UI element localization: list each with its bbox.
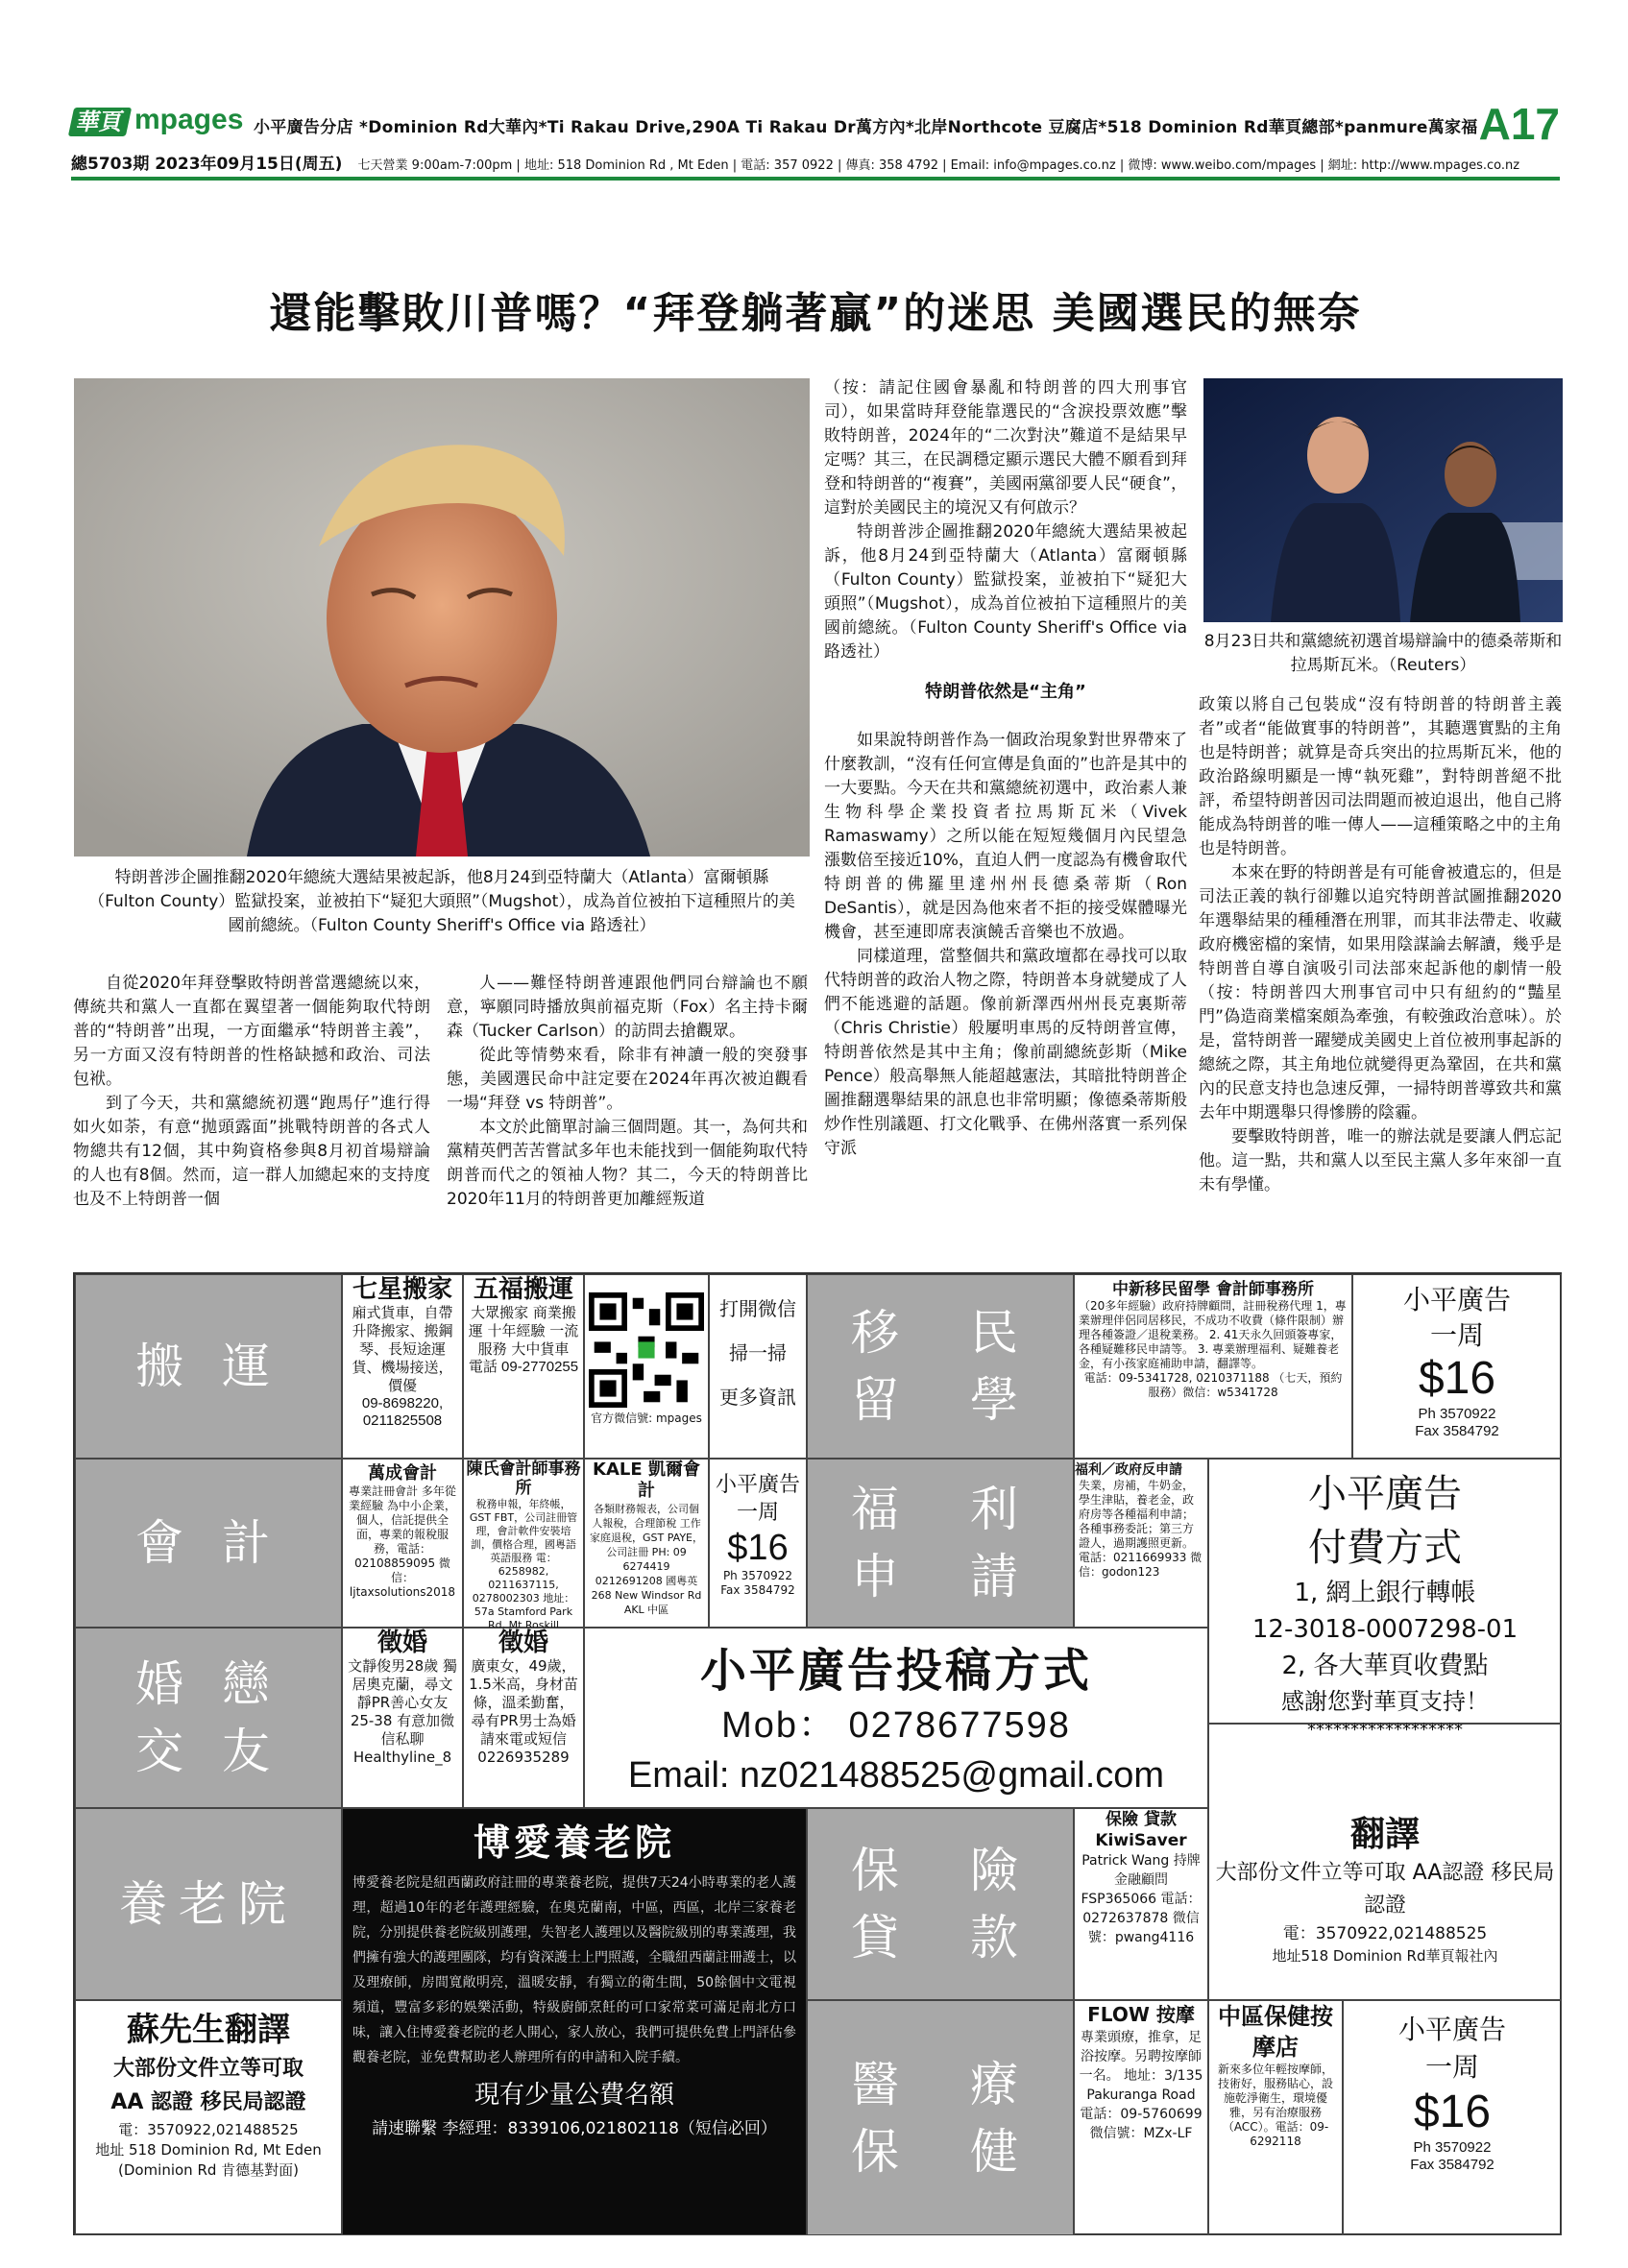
article-column-1 [73,972,430,1212]
paragraph: 特朗普涉企圖推翻2020年總統大選結果被起訴，他8月24到亞特蘭大（Atlanta）富爾頓縣（Fulton County）監獄投案，並被拍下“疑犯大頭照”（Mugshot），成為首位被拍下這種照片的美國前總統。（Fulton County Sheriff's Office via 路透社） [824,522,1187,662]
ad-qixing-moving[interactable]: 七星搬家 廂式貨車，自帶升降搬家、搬鋼琴、長短途運貨、機場接送，價優 09-8698220, 0211825508 [342,1274,463,1459]
paragraph: 從此等情勢來看，除非有神讀一般的突發事態，美國選民命中註定要在2024年再次被迫觀看一場“拜登 vs 特朗普”。 [447,1046,808,1113]
debate-photo [1203,378,1563,622]
ad-wufu-moving[interactable]: 五福搬運 大眾搬家 商業搬運 十年經驗 一流服務 大中貨車 電話 09-2770255 [463,1274,584,1459]
category-dating: 婚 戀 交 友 [75,1628,342,1808]
paragraph: 如果說特朗普作為一個政治現象對世界帶來了什麼教訓，“沒有任何宣傳是負面的”也許是其中的一大要點。今天在共和黨總統初選中，政治素人兼生物科學企業投資者拉馬斯瓦米（Vivek Ramaswamy）之所以能在短短幾個月內民望急漲數倍至接近10%，直迫人們一度認為有機會取代特朗普的佛羅里達州州長德桑蒂斯（Ron DeSantis），就是因為他來者不拒的接受媒體曝光機會，甚至連即席表演饒舌音樂也不放過。 [824,731,1187,942]
ad-wancheng-accounting[interactable]: 萬成會計 專業註冊會計 多年從業經驗 為中小企業，個人，信託提供全面，專業的報稅服務，電話：02108859095 微 信：ljtaxsolutions2018 [342,1459,463,1628]
article-column-2 [447,972,808,1212]
ad-payment-methods[interactable]: 小平廣告 付費方式 1, 網上銀行轉帳 12-3018-0007298-01 2, 各大華頁收費點 感謝您對華頁支持！ ****************** [1208,1459,1562,1724]
category-aged-care: 養老院 [75,1808,342,2000]
contact-info: 七天營業 9:00am-7:00pm | 地址: 518 Dominion Rd , Mt Eden | 電話: 357 0922 | 傳真: 358 4792 | Email: info@mpages.co.nz | 微博: www.weibo.com/mpages | 網址: http://www.mpages.co.nz [357,158,1520,173]
article-headline: 還能擊敗川普嗎？“拜登躺著贏”的迷思 美國選民的無奈 [269,289,1362,338]
page-number: A17 [1478,99,1560,149]
ad-xiaoping-weekly-3[interactable]: 小平廣告 一周 $16 Ph 3570922 Fax 3584792 [1343,2000,1562,2235]
branch-list: 小平廣告分店 *Dominion Rd大華內*Ti Rakau Drive,290A Ti Rakau Dr萬方內*北岸Northcote 豆腐店*518 Dominion Rd華頁總部*panmure萬家福 [254,118,1478,137]
wechat-qr-block[interactable]: 官方微信號: mpages [584,1274,709,1459]
category-welfare: 福 利 申 請 [807,1459,1074,1628]
ad-xiaoping-weekly-1[interactable]: 小平廣告 一周 $16 Ph 3570922 Fax 3584792 [1352,1274,1562,1459]
paragraph: 自從2020年拜登擊敗特朗普當選總統以來，傳統共和黨人一直都在翼望著一個能夠取代特朗普的“特朗普”出現，一方面繼承“特朗普主義”，另一方面又沒有特朗普的性格缺撼和政治、司法包袱。 [73,974,430,1089]
paragraph: 人——難怪特朗普連跟他們同台辯論也不願意，寧願同時播放與前福克斯（Fox）名主持卡爾森（Tucker Carlson）的訪問去搶觀眾。 [447,974,808,1041]
header-info [71,150,1519,174]
category-medical: 醫 療 保 健 [807,2000,1074,2235]
ad-central-massage[interactable]: 中區保健按摩店 新來多位年輕按摩師，技術好，服務貼心，設施乾淨衛生，環境優雅，另有治療服務（ACC）。電話：09-6292118 [1208,2000,1343,2235]
article-column-4 [1199,693,1562,1197]
ad-zhongxin-immigration[interactable]: 中新移民留學 會計師事務所 （20多年經驗）政府持牌顧問，註冊稅務代理 1，專業辦理伴侶同居移民，不成功不收費（條件限制）辦理各種簽證／退稅業務。 2. 41天永久回頭簽專家，各種疑難移民申請等。 3. 專業辦理福利、疑難養老金，有小孩家庭補助申請，翻譯等。 電話：09-5341728, 0210371188 （七天，預約服務）微信：w5341728 [1074,1274,1352,1459]
ad-flow-massage[interactable]: FLOW 按摩 專業頭療，推拿，足浴按摩。另聘按摩師一名。 地址：3/135 Pakuranga Road 電話：09-5760699 微信號：MZx-LF [1074,2000,1208,2235]
category-immigration: 移 民 留 學 [807,1274,1074,1459]
ad-translation-huaye[interactable]: 翻譯 大部份文件立等可取 AA認證 移民局認證 電：3570922,021488525 地址518 Dominion Rd華頁報社內 [1208,1724,1562,2000]
wechat-scan-text: 打開微信 掃一掃 更多資訊 [709,1274,807,1459]
paragraph: 要擊敗特朗普，唯一的辦法就是要讓人們忘記他。這一點，共和黨人以至民主黨人多年來卻一直未有學懂。 [1199,1127,1562,1194]
ad-submission-methods[interactable]: 小平廣告投稿方式 Mob： 0278677598 Email: nz021488525@gmail.com [584,1628,1208,1808]
paragraph: 政策以將自己包裝成“沒有特朗普的特朗普主義者”或者“能做實事的特朗普”，其聽選實點的主角也是特朗普；就算是奇兵突出的拉馬斯瓦米，他的政治路線明顯是一博“執死雞”，對特朗普絕不批評，希望特朗普因司法問題而被迫退出，他自己將能成為特朗普的唯一傳人——這種策略之中的主角也是特朗普。 [1199,695,1562,858]
photo2-caption: 8月23日共和黨總統初選首場辯論中的德桑蒂斯和拉馬斯瓦米。（Reuters） [1203,632,1563,675]
paragraph: 同樣道理，當整個共和黨政壇都在尋找可以取代特朗普的政治人物之際，特朗普本身就變成了人們不能逃避的話題。像前新澤西州州長克裏斯蒂（Chris Christie）般屢明車馬的反特朗普宣傳，特朗普依然是其中主角；像前副總統彭斯（Mike Pence）般高舉無人能超越憲法，其暗批特朗普企圖推翻選舉結果的訊息也非常明顯；像德桑蒂斯般炒作性別議題、打文化戰爭、在佛州落實一系列保守派 [824,947,1187,1158]
mugshot-photo [74,378,810,857]
mpages-logo[interactable] [71,104,263,142]
header-divider [71,177,1560,181]
paragraph: （按：請記住國會暴亂和特朗普的四大刑事官司），如果當時拜登能靠選民的“含淚投票效應”擊敗特朗普，2024年的“二次對決”難道不是結果早定嗎？其三，在民調穩定顯示選民大體不願看到拜登和特朗普的“複賽”，美國兩黨卻要人民“硬食”，這對於美國民主的境況又有何啟示？ [824,378,1187,518]
article-column-3 [824,376,1187,1161]
ad-chen-accounting[interactable]: 陳氏會計師事務所 稅務申報，年終帳，GST FBT，公司註冊管理，會計軟件安裝培訓，價格合理，國粵語英語服務 電：6258982, 0211637115, 0278002303 地址：57a Stamford Park Rd, Mt Roskill [463,1459,584,1628]
paragraph: 到了今天，共和黨總統初選“跑馬仔”進行得如火如荼，有意“拋頭露面”挑戰特朗普的各式人物總共有12個，其中夠資格參與8月初首場辯論的人也有8個。然而，這一群人加總起來的支持度也及不上特朗普一個 [73,1094,430,1209]
logo-text: mpages [134,104,244,135]
paragraph: 本文於此簡單討論三個問題。其一，為何共和黨精英們苦苦嘗試多年也未能找到一個能夠取代特朗普而代之的領袖人物？其二，今天的特朗普比2020年11月的特朗普更加離經叛道 [447,1118,808,1209]
ad-xiaoping-weekly-2[interactable]: 小平廣告 一周 $16 Ph 3570922 Fax 3584792 [709,1459,807,1628]
category-insurance: 保 險 貸 款 [807,1808,1074,2000]
section-subhead: 特朗普依然是“主角” [925,682,1086,702]
photo1-caption: 特朗普涉企圖推翻2020年總統大選結果被起訴，他8月24到亞特蘭大（Atlanta）富爾頓縣（Fulton County）監獄投案，並被拍下“疑犯大頭照”（Mugshot），成為首位被拍下這種照片的美國前總統。（Fulton County Sheriff's Office via 路透社） [88,868,795,935]
paragraph: 本來在野的特朗普是有可能會被遺忘的，但是司法正義的執行卻難以追究特朗普試圖推翻2020年選舉結果的種種潛在刑罪，而其非法帶走、收藏政府機密檔的案情，如果用陰謀論去解讀，幾乎是特朗普自導自演吸引司法部來起訴他的劇情一般（按：特朗普四大刑事官司中只有紐約的“豔星門”偽造商業檔案頗為牽強，有較強政治意味）。於是，當特朗普一躍變成美國史上首位被刑事起訴的總統之際，其主角地位就變得更為鞏固，在共和黨內的民意支持也急速反彈，一掃特朗普導致共和黨去年中期選舉只得慘勝的陰霾。 [1199,863,1562,1122]
ad-marriage-seeking-1[interactable]: 徵婚 文靜俊男28歲 獨居奧克蘭，尋文靜PR善心女友25-38 有意加微信私聊 Healthyline_8 [342,1628,463,1808]
qr-code-icon [589,1292,704,1408]
classified-ads [73,1272,1562,2235]
ad-su-translation[interactable]: 蘇先生翻譯 大部份文件立等可取 AA 認證 移民局認證 電：3570922,021488525 地址 518 Dominion Rd, Mt Eden (Dominion Rd 肯德基對面) [75,2000,342,2235]
ad-marriage-seeking-2[interactable]: 徵婚 廣東女，49歲，1.5米高，身材苗條，溫柔勤奮，尋有PR男士為婚 請來電或短信 0226935289 [463,1628,584,1808]
issue-date: 總5703期 2023年09月15日(周五) [71,155,343,174]
ad-welfare-application[interactable]: 福利／政府反申請 失業，房補，牛奶金，學生津貼，養老金，政府房等各種福利申請；各種事務委託；第三方證人，過期護照更新。 電話：0211669933 微信：godon123 [1074,1459,1208,1628]
masthead [71,100,1560,177]
category-moving: 搬 運 [75,1274,342,1459]
logo-hua: 華頁 [68,108,132,136]
category-accounting: 會 計 [75,1459,342,1628]
ad-kale-accounting[interactable]: KALE 凱爾會計 各類財務報表，公司個人報稅，合理節稅 工作家庭退稅，GST PAYE，公司註冊 PH: 09 6274419 0212691208 國粵英 268 New Windsor Rd AKL 中區 [584,1459,709,1628]
ad-kiwisaver-insurance[interactable]: 保險 貸款 KiwiSaver Patrick Wang 持牌金融顧問 FSP365066 電話：0272637878 微信號：pwang4116 [1074,1808,1208,2000]
ad-boai-aged-care[interactable]: 博愛養老院 博愛養老院是紐西蘭政府註冊的專業養老院，提供7天24小時專業的老人護理，超過10年的老年護理經驗，在奧克蘭南，中區，西區，北岸三家養老院，分別提供養老院級別護理，失智老人護理以及醫院級別的專業護理，我們擁有強大的護理團隊，均有資深護士上門照護，全職紐西蘭註冊護士，以及理療師，房間寬敞明亮，溫暖安靜，有獨立的衛生間，50餘個中文電視頻道，豐富多彩的娛樂活動，特級廚師烹飪的可口家常菜可滿足南北方口味，讓入住博愛養老院的老人開心，家人放心，我們可提供免費上門評估參觀養老院，並免費幫助老人辦理所有的申請和入院手續。 現有少量公費名額 請速聯繫 李經理：8339106,021802118（短信必回） [342,1808,807,2235]
